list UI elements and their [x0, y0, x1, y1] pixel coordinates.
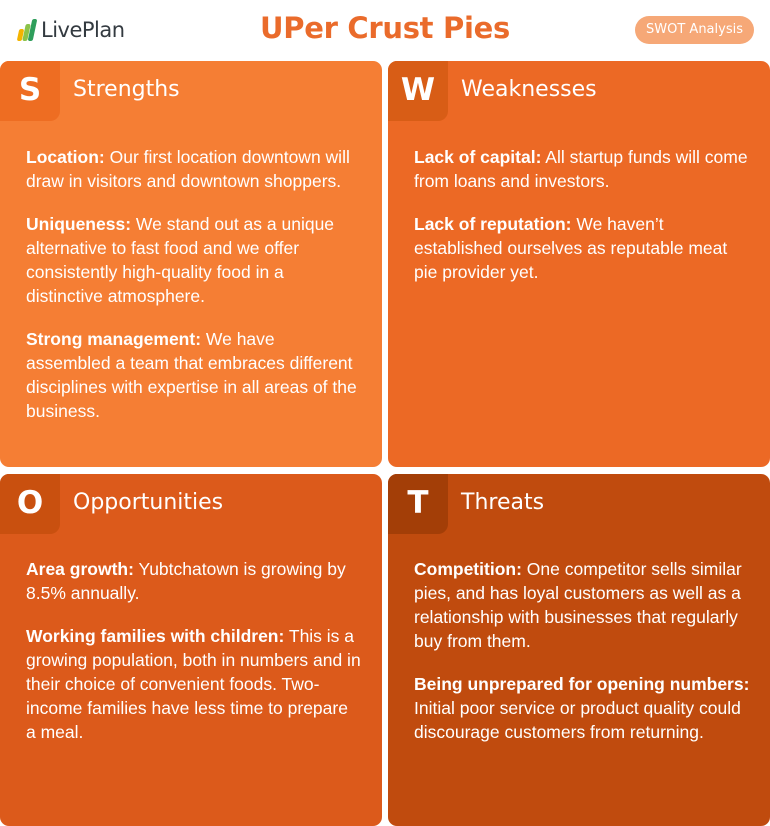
- item-text: All startup funds will come from loans and investors.: [414, 147, 748, 191]
- item-label: Area growth:: [26, 559, 134, 579]
- item-text: Our first location downtown will draw in visitors and downtown shoppers.: [26, 147, 350, 191]
- list-item: [26, 145, 362, 193]
- item-label: Being unprepared for opening numbers:: [414, 674, 750, 694]
- item-text: We haven’t established ourselves as reputable meat pie provider yet.: [414, 214, 728, 282]
- quadrant-letter: S: [0, 61, 60, 121]
- item-text: We have assembled a team that embraces different disciplines with expertise in all areas of the business.: [26, 329, 357, 421]
- list-item: [26, 557, 362, 605]
- item-label: Competition:: [414, 559, 522, 579]
- quadrant-header: [0, 61, 382, 121]
- list-item: [26, 327, 362, 423]
- quadrant-body: [26, 145, 362, 442]
- quadrant-body: [414, 145, 750, 303]
- item-label: Working families with children:: [26, 626, 285, 646]
- list-item: [26, 212, 362, 308]
- item-label: Uniqueness:: [26, 214, 132, 234]
- header: [0, 0, 770, 58]
- quadrant-header: [388, 474, 770, 534]
- quadrant-title: Opportunities: [73, 490, 224, 515]
- weaknesses-quadrant: [388, 61, 770, 467]
- list-item: [414, 557, 750, 653]
- item-text: Yubtchatown is growing by 8.5% annually.: [26, 559, 346, 603]
- item-label: Strong management:: [26, 329, 202, 349]
- page-title: UPer Crust Pies: [260, 11, 510, 45]
- item-label: Lack of reputation:: [414, 214, 572, 234]
- quadrant-header: [0, 474, 382, 534]
- quadrant-letter: W: [388, 61, 448, 121]
- threats-quadrant: [388, 474, 770, 826]
- item-text: Initial poor service or product quality could discourage customers from returning.: [414, 698, 741, 742]
- list-item: [414, 145, 750, 193]
- list-item: [414, 672, 750, 744]
- item-text: This is a growing population, both in numbers and in their choice of convenient foods. Two-income families have less time to prepare a meal.: [26, 626, 361, 742]
- quadrant-title: Weaknesses: [461, 77, 597, 102]
- logo-text: LivePlan: [41, 18, 125, 42]
- quadrant-letter: T: [388, 474, 448, 534]
- quadrant-title: Threats: [461, 490, 545, 515]
- item-text: We stand out as a unique alternative to fast food and we offer consistently high-quality food in a distinctive atmosphere.: [26, 214, 335, 306]
- quadrant-title: Strengths: [73, 77, 180, 102]
- item-text: One competitor sells similar pies, and has loyal customers as well as a relationship with businesses that regularly buy from them.: [414, 559, 742, 651]
- strengths-quadrant: [0, 61, 382, 467]
- opportunities-quadrant: [0, 474, 382, 826]
- list-item: [414, 212, 750, 284]
- item-label: Location:: [26, 147, 105, 167]
- item-label: Lack of capital:: [414, 147, 542, 167]
- swot-analysis-badge: SWOT Analysis: [635, 16, 754, 44]
- quadrant-letter: O: [0, 474, 60, 534]
- quadrant-body: [414, 557, 750, 763]
- quadrant-header: [388, 61, 770, 121]
- quadrant-body: [26, 557, 362, 763]
- list-item: [26, 624, 362, 744]
